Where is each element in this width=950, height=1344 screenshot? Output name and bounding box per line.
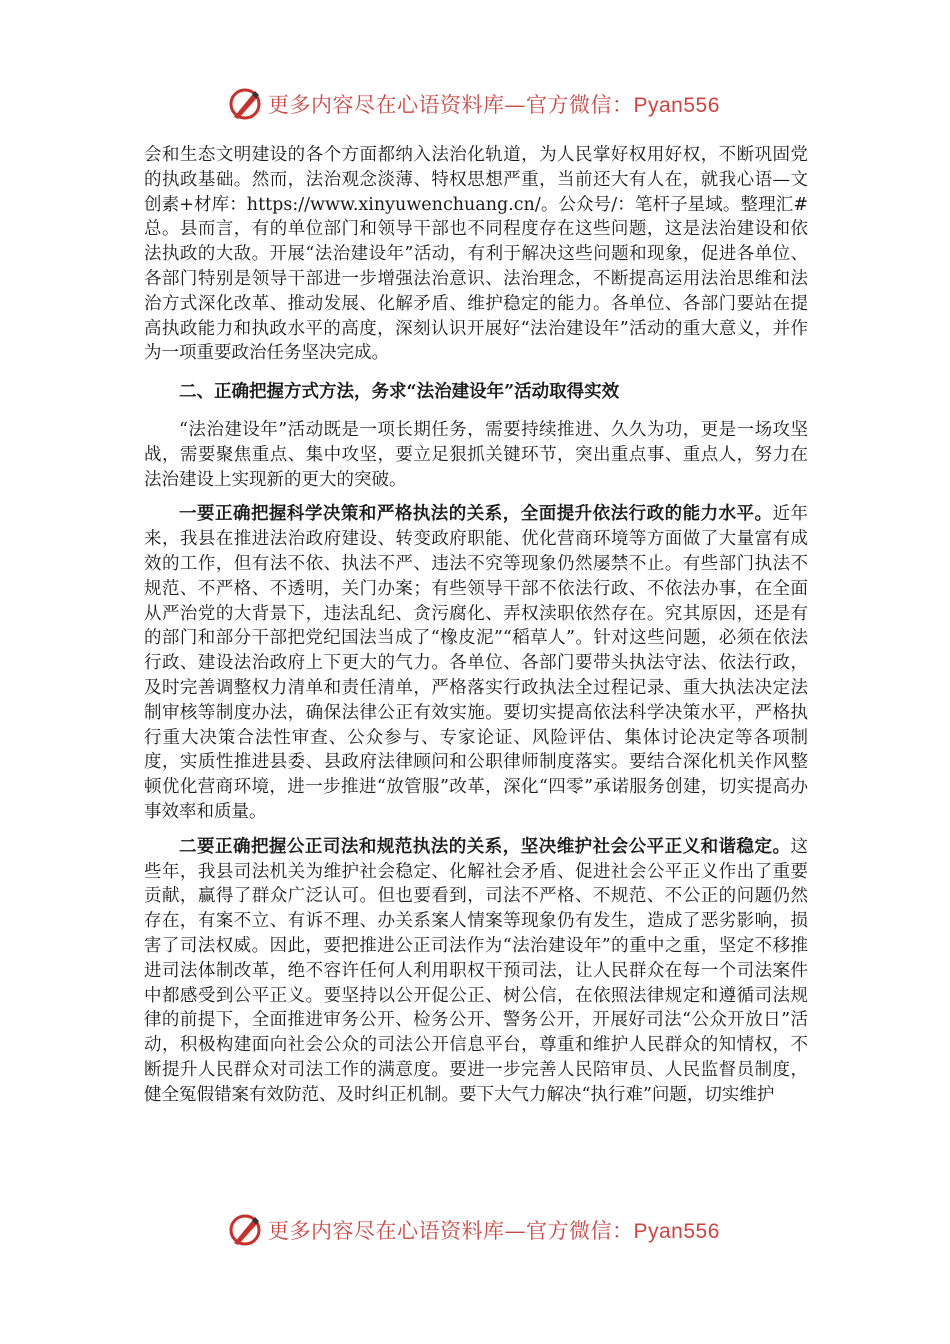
- paragraph-point-1: [144, 502, 808, 824]
- wechat-id: Pyan556: [633, 1220, 720, 1243]
- paragraph-point-2: [144, 835, 808, 1108]
- footer-watermark-banner: [228, 1210, 748, 1250]
- header-watermark-banner: [228, 84, 748, 124]
- wechat-id: Pyan556: [633, 94, 720, 117]
- document-body: [144, 143, 808, 1107]
- pen-circle-logo-icon: [228, 87, 262, 121]
- pen-circle-logo-icon: [228, 1213, 262, 1247]
- banner-text: 更多内容尽在心语资料库—官方微信：Pyan556: [268, 93, 720, 117]
- paragraph-continued: 会和生态文明建设的各个方面都纳入法治化轨道，为人民掌好权用好权，不断巩固党的执政基础。然而，法治观念淡薄、特权思想严重，当前还大有人在，就我心语—文创素+材库：https://www.xinyuwenchuang.cn/。公众号/：笔杆子星域。整理汇#总。县而言，有的单位部门和领导干部也不同程度存在这些问题，这是法治建设和依法执政的大敌。开展“法治建设年”活动，有利于解决这些问题和现象，促进各单位、各部门特别是领导干部进一步增强法治意识、法治理念，不断提高运用法治思维和法治方式深化改革、推动发展、化解矛盾、维护稳定的能力。各单位、各部门要站在提高执政能力和执政水平的高度，深刻认识开展好“法治建设年”活动的重大意义，并作为一项重要政治任务坚决完成。: [144, 145, 808, 364]
- point-1-body: 近年来，我县在推进法治政府建设、转变政府职能、优化营商环境等方面做了大量富有成效的工作，但有法不依、执法不严、违法不究等现象仍然屡禁不止。有些部门执法不规范、不严格、不透明，关门办案；有些领导干部不依法行政、不依法办事，在全面从严治党的大背景下，违法乱纪、贪污腐化、弄权渎职依然存在。究其原因，还是有的部门和部分干部把党纪国法当成了“橡皮泥”“稻草人”。针对这些问题，必须在依法行政、建设法治政府上下更大的气力。各单位、各部门要带头执法守法、依法行政，及时完善调整权力清单和责任清单，严格落实行政执法全过程记录、重大执法决定法制审核等制度办法，确保法律公正有效实施。要切实提高依法科学决策水平，严格执行重大决策合法性审查、公众参与、专家论证、风险评估、集体讨论决定等各项制度，实质性推进县委、县政府法律顾问和公职律师制度落实。要结合深化机关作风整顿优化营商环境，进一步推进“放管服”改革，深化“四零”承诺服务创建，切实提高办事效率和质量。: [144, 504, 809, 822]
- section-heading-2: 二、正确把握方式方法，务求“法治建设年”活动取得实效: [179, 382, 620, 403]
- banner-text: 更多内容尽在心语资料库—官方微信：Pyan556: [268, 1219, 720, 1243]
- point-1-title: 一要正确把握科学决策和严格执法的关系，全面提升依法行政的能力水平。: [179, 504, 773, 525]
- point-2-body: 这些年，我县司法机关为维护社会稳定、化解社会矛盾、促进社会公平正义作出了重要贡献，赢得了群众广泛认可。但也要看到，司法不严格、不规范、不公正的问题仍然存在，有案不立、有诉不理、办关系案人情案等现象仍有发生，造成了恶劣影响，损害了司法权威。因此，要把推进公正司法作为“法治建设年”的重中之重，坚定不移推进司法体制改革，绝不容许任何人利用职权干预司法，让人民群众在每一个司法案件中都感受到公平正义。要坚持以公开促公正、树公信，在依照法律规定和遵循司法规律的前提下，全面推进审务公开、检务公开、警务公开，开展好司法“公众开放日”活动，积极构建面向社会公众的司法公开信息平台，尊重和维护人民群众的知情权，不断提升人民群众对司法工作的满意度。要进一步完善人民陪审员、人民监督员制度，健全冤假错案有效防范、及时纠正机制。要下大气力解决“执行难”问题，切实维护: [144, 836, 808, 1105]
- paragraph-intro: “法治建设年”活动既是一项长期任务，需要持续推进、久久为功，更是一场攻坚战，需要聚焦重点、集中攻坚，要立足狠抓关键环节，突出重点事、重点人，努力在法治建设上实现新的更大的突破。: [144, 419, 808, 490]
- point-2-title: 二要正确把握公正司法和规范执法的关系，坚决维护社会公平正义和谐稳定。: [179, 836, 791, 857]
